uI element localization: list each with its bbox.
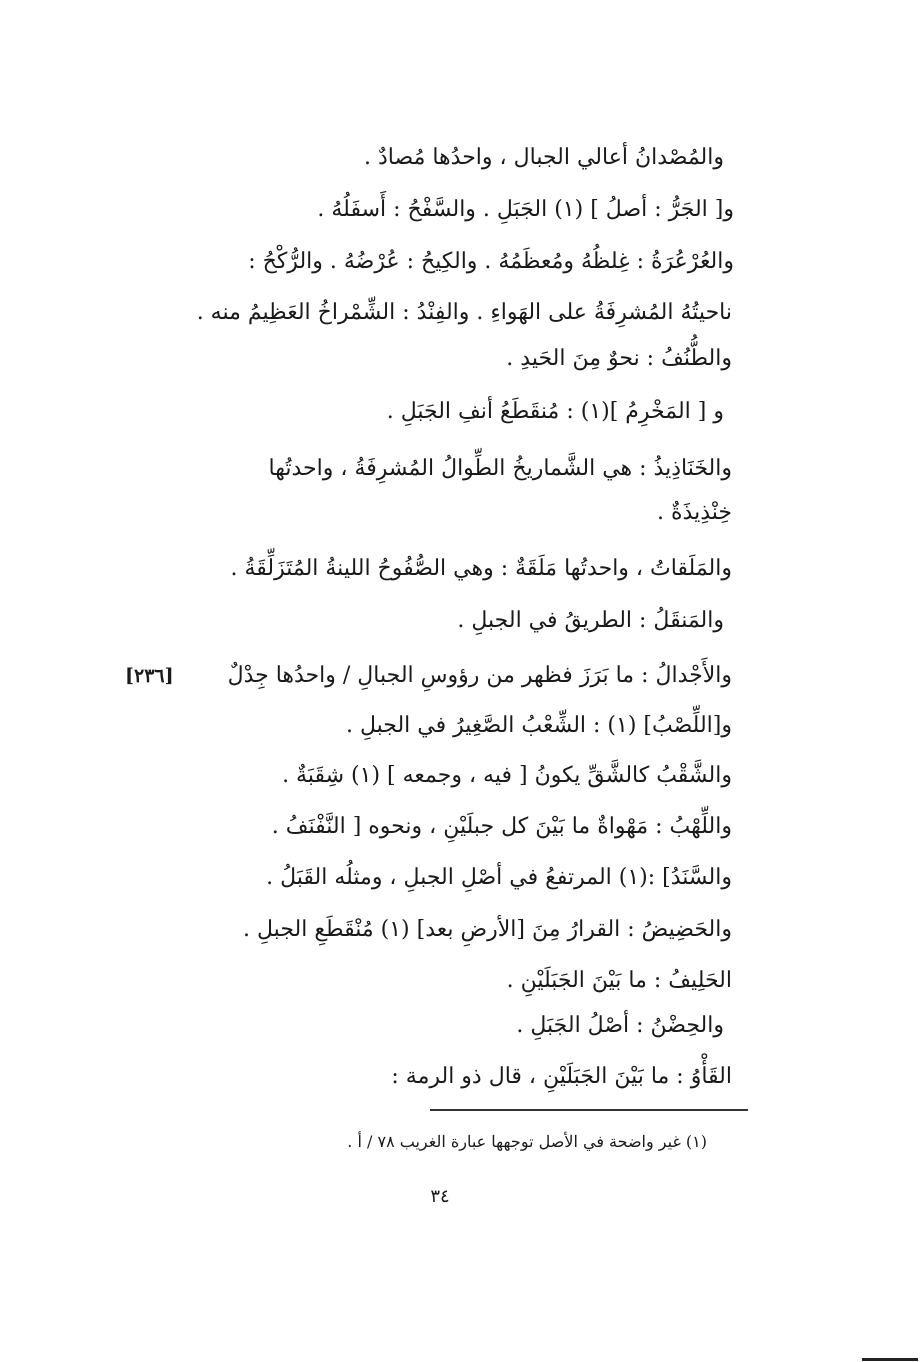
- text-line-5: والطُّنُفُ : نحوٌ مِنَ الحَيدِ .: [506, 346, 732, 371]
- text-line-13: والشَّقْبُ كالشَّقِّ يكونُ [ فيه ، وجمعه ] (١) شِقَبَةٌ .: [282, 763, 732, 788]
- text-line-18: والحِضْنُ : أصْلُ الجَبَلِ .: [516, 1013, 724, 1038]
- text-line-1: والمُصْدانُ أعالي الجبال ، واحدُها مُصادٌ .: [364, 145, 724, 170]
- footnote: (١) غير واضحة في الأصل توجهها عبارة الغريب ٧٨ / أ .: [347, 1132, 707, 1151]
- text-line-8: خِنْذِيذَةٌ .: [657, 500, 732, 525]
- margin-note: [٢٣٦]: [125, 665, 174, 687]
- text-line-14: واللِّهْبُ : مَهْواةٌ ما بَيْنَ كل جبلَيْنِ ، ونحوه [ النَّفْنَفُ .: [271, 814, 732, 839]
- text-line-15: والسَّنَدُ] :(١) المرتفعُ في أصْلِ الجبلِ ، ومثلُه القَبَلُ .: [266, 865, 732, 890]
- footnote-divider: [430, 1109, 748, 1111]
- text-line-3: والعُرْعُرَةُ : غِلظُهُ ومُعظَمُهُ . والكِيحُ : عُرْضُهُ . والرُّكْحُ :: [248, 249, 734, 274]
- text-line-2: و[ الجَرُّ : أصلُ ] (١) الجَبَلِ . والسَّفْحُ : أَسفَلُهُ .: [317, 197, 734, 222]
- text-line-17: الحَلِيفُ : ما بَيْنَ الجَبَلَيْنِ .: [506, 968, 732, 993]
- text-line-19: القَأْوُ : ما بَيْنَ الجَبَلَيْنِ ، قال ذو الرمة :: [391, 1064, 732, 1089]
- text-line-11: والأَجْدالُ : ما بَرَزَ فظهر من رؤوسِ الجبالِ / واحدُها جِدْلٌ: [227, 663, 732, 688]
- page-number: ٣٤: [430, 1186, 450, 1207]
- text-line-16: والحَضِيضُ : القرارُ مِنَ [الأرضِ بعد] (١) مُنْقَطَعِ الجبلِ .: [243, 917, 732, 942]
- text-line-10: والمَنقَلُ : الطريقُ في الجبلِ .: [457, 608, 724, 633]
- text-line-12: و[اللِّصْبُ] (١) : الشِّعْبُ الصَّغِيرُ في الجبلِ .: [345, 713, 732, 738]
- text-line-6: و [ المَخْرِمُ ](١) : مُنقَطَعُ أنفِ الجَبَلِ .: [386, 399, 724, 424]
- text-line-9: والمَلَقاتُ ، واحدتُها مَلَقَةٌ : وهي الصُّفُوحُ اللينةُ المُتَزَلِّقَةُ .: [230, 556, 732, 581]
- text-line-7: والخَنَاذِيذُ : هي الشَّماريخُ الطِّوالُ المُشرِفَةُ ، واحدتُها: [268, 456, 732, 481]
- text-line-4: ناحيتُهُ المُشرِفَةُ على الهَواءِ . والفِنْدُ : الشِّمْراخُ العَظِيمُ منه .: [196, 300, 732, 325]
- scan-edge-mark: [862, 1358, 918, 1361]
